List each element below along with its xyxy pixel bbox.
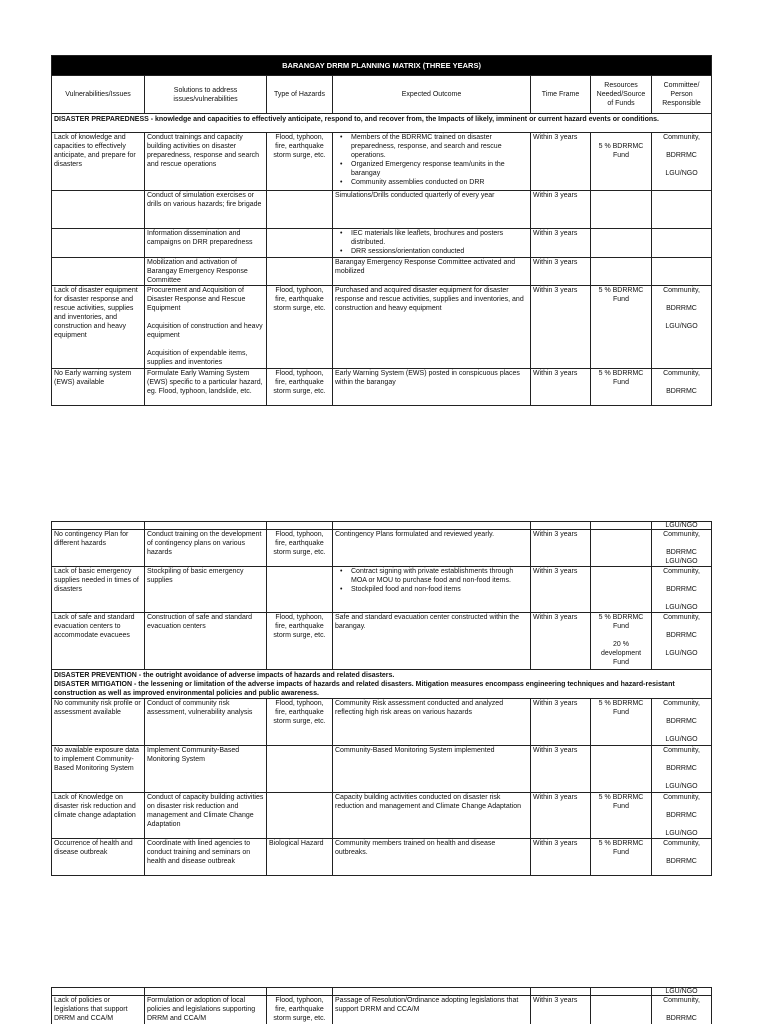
committee-lgu: LGU/NGO xyxy=(652,522,712,530)
committee-community: Community, xyxy=(663,287,700,294)
cell-outcome xyxy=(333,567,531,613)
cell-vulnerability: No community risk profile or assessment available xyxy=(52,699,145,746)
committee-lgu: LGU/NGO xyxy=(665,604,698,611)
cell-outcome: Passage of Resolution/Ordinance adopting legislations that support DRRM and CCA/M xyxy=(333,996,531,1024)
cell-outcome xyxy=(333,229,531,258)
cell-committee xyxy=(652,286,712,369)
committee-bdrrmc: BDRRMC xyxy=(666,388,697,395)
committee-community: Community, xyxy=(663,568,700,575)
table-row xyxy=(52,793,712,839)
matrix-title: BARANGAY DRRM PLANNING MATRIX (THREE YEARS) xyxy=(52,56,712,76)
cell-hazards xyxy=(267,258,333,286)
committee-lgu: LGU/NGO xyxy=(665,650,698,657)
cell-solution: Implement Community-Based Monitoring System xyxy=(145,746,267,793)
committee-bdrrmc: BDRRMC xyxy=(666,765,697,772)
committee-bdrrmc: BDRRMC xyxy=(666,586,697,593)
cell-hazards xyxy=(267,793,333,839)
cell-outcome: Early Warning System (EWS) posted in conspicuous places within the barangay xyxy=(333,369,531,406)
cell-resources xyxy=(591,191,652,229)
cell-resources xyxy=(591,613,652,670)
cell-solution: Conduct of community risk assessment, vulnerability analysis xyxy=(145,699,267,746)
committee-community: Community, xyxy=(663,747,700,754)
table-row xyxy=(52,699,712,746)
cell-resources: 5 % BDRRMC Fund xyxy=(591,369,652,406)
cell-hazards xyxy=(267,567,333,613)
cell-committee xyxy=(652,530,712,567)
planning-matrix-table-3 xyxy=(51,987,712,1024)
cell-outcome: Purchased and acquired disaster equipment for disaster response and rescue activities, supplies and inventories, and construction and heavy equipment xyxy=(333,286,531,369)
cell-vulnerability xyxy=(52,191,145,229)
committee-community: Community, xyxy=(663,840,700,847)
cell-solution: Conduct of simulation exercises or drills on various hazards; fire brigade xyxy=(145,191,267,229)
cell-committee xyxy=(652,793,712,839)
table-row xyxy=(52,839,712,876)
cell-hazards: Biological Hazard xyxy=(267,839,333,876)
cell-solution: Conduct training on the development of contingency plans on various hazards xyxy=(145,530,267,567)
committee-bdrrmc: BDRRMC xyxy=(666,632,697,639)
cell-resources: 5 % BDRRMC Fund xyxy=(591,699,652,746)
cell-solution: Construction of safe and standard evacuation centers xyxy=(145,613,267,670)
table-row xyxy=(52,133,712,191)
cell-solution: Conduct of capacity building activities on disaster risk reduction and management and Climate Change Adaptation xyxy=(145,793,267,839)
committee-bdrrmc: BDRRMC xyxy=(666,305,697,312)
committee-community: Community, xyxy=(663,794,700,801)
cell-vulnerability: Lack of policies or legislations that support DRRM and CCA/M xyxy=(52,996,145,1024)
cell-committee xyxy=(652,369,712,406)
section-row xyxy=(52,670,712,699)
cell-time-frame: Within 3 years xyxy=(531,286,591,369)
cell-vulnerability xyxy=(52,258,145,286)
cell-committee xyxy=(652,258,712,286)
cell-time-frame: Within 3 years xyxy=(531,699,591,746)
cell-committee xyxy=(652,996,712,1024)
committee-community: Community, xyxy=(663,531,700,538)
cell-solution: Formulation or adoption of local policies and legislations supporting DRRM and CCA/M xyxy=(145,996,267,1024)
cell-time-frame: Within 3 years xyxy=(531,996,591,1024)
committee-lgu: LGU/NGO xyxy=(665,736,698,743)
cell-hazards: Flood, typhoon, fire, earthquake storm surge, etc. xyxy=(267,133,333,191)
cell-outcome: Safe and standard evacuation center constructed within the barangay. xyxy=(333,613,531,670)
cell-outcome: Capacity building activities conducted on disaster risk reduction and management and Climate Change Adaptation xyxy=(333,793,531,839)
cell-vulnerability: Lack of safe and standard evacuation centers to accommodate evacuees xyxy=(52,613,145,670)
cell-resources xyxy=(591,258,652,286)
cell-solution: Mobilization and activation of Barangay Emergency Response Committee xyxy=(145,258,267,286)
cell-vulnerability: Occurrence of health and disease outbreak xyxy=(52,839,145,876)
cell-vulnerability: No Early warning system (EWS) available xyxy=(52,369,145,406)
cell-time-frame: Within 3 years xyxy=(531,530,591,567)
outcome-bullet: • Stockpiled food and non-food items xyxy=(351,585,528,594)
solution-line: Acquisition of expendable items, supplies and inventories xyxy=(147,350,248,366)
header-committee: Committee/ Person Responsible xyxy=(652,76,712,114)
committee-community: Community, xyxy=(663,370,700,377)
cell-hazards xyxy=(267,229,333,258)
cell-committee xyxy=(652,229,712,258)
cell-vulnerability: Lack of Knowledge on disaster risk reduction and climate change adaptation xyxy=(52,793,145,839)
committee-bdrrmc: BDRRMC xyxy=(666,812,697,819)
cell-committee xyxy=(652,567,712,613)
cell-time-frame: Within 3 years xyxy=(531,613,591,670)
cell-time-frame: Within 3 years xyxy=(531,746,591,793)
outcome-bullet: • Members of the BDRRMC trained on disaster preparedness, response, and search and rescue operations. xyxy=(351,133,528,160)
committee-lgu: LGU/NGO xyxy=(665,323,698,330)
cell-outcome: Community members trained on health and disease outbreaks. xyxy=(333,839,531,876)
table-row xyxy=(52,613,712,670)
cell-outcome: Community-Based Monitoring System implemented xyxy=(333,746,531,793)
committee-bdrrmc: BDRRMC xyxy=(666,858,697,865)
table-row xyxy=(52,369,712,406)
cell-committee xyxy=(652,746,712,793)
cell-vulnerability: Lack of disaster equipment for disaster response and rescue activities, supplies and inventories, and construction and heavy equipment xyxy=(52,286,145,369)
cell-resources xyxy=(591,567,652,613)
solution-line: Acquisition of construction and heavy equipment xyxy=(147,323,263,339)
cell-time-frame: Within 3 years xyxy=(531,191,591,229)
cell-resources: 5 % BDRRMC Fund xyxy=(591,839,652,876)
committee-bdrrmc: BDRRMC xyxy=(666,549,697,556)
cell-hazards: Flood, typhoon, fire, earthquake storm surge, etc. xyxy=(267,530,333,567)
outcome-bullet: • Contract signing with private establishments through MOA or MOU to purchase food and non-food items. xyxy=(351,567,528,585)
header-vulnerabilities: Vulnerabilities/Issues xyxy=(52,76,145,114)
table-row xyxy=(52,746,712,793)
outcome-bullet: • IEC materials like leaflets, brochures and posters distributed. xyxy=(351,229,528,247)
cell-solution: Coordinate with lined agencies to conduct training and seminars on health and disease outbreak xyxy=(145,839,267,876)
cell-committee xyxy=(652,133,712,191)
table-row-top xyxy=(52,522,712,530)
table-row xyxy=(52,530,712,567)
fund-text: 5 % BDRRMC Fund xyxy=(598,143,644,159)
committee-lgu: LGU/NGO xyxy=(665,783,698,790)
table-row xyxy=(52,567,712,613)
cell-solution xyxy=(145,286,267,369)
cell-resources xyxy=(591,229,652,258)
cell-resources xyxy=(591,996,652,1024)
dev-fund-text: 20 % development Fund xyxy=(600,641,642,666)
section-prevention-mitigation xyxy=(52,670,712,699)
outcome-bullet: • Community assemblies conducted on DRR xyxy=(351,178,528,187)
table-row-top xyxy=(52,988,712,996)
cell-hazards: Flood, typhoon, fire, earthquake storm surge, etc. xyxy=(267,613,333,670)
committee-bdrrmc: BDRRMC xyxy=(666,152,697,159)
planning-matrix-table-1 xyxy=(51,55,712,406)
table-row xyxy=(52,996,712,1024)
cell-resources: 5 % BDRRMC Fund xyxy=(591,286,652,369)
committee-community: Community, xyxy=(663,997,700,1004)
cell-committee xyxy=(652,613,712,670)
cell-hazards: Flood, typhoon, fire, earthquake storm surge, etc. xyxy=(267,699,333,746)
header-time-frame: Time Frame xyxy=(531,76,591,114)
section-prevention: DISASTER PREVENTION - the outright avoidance of adverse impacts of hazards and related disasters. xyxy=(54,672,395,679)
fund-text: 5 % BDRRMC Fund xyxy=(598,614,644,630)
cell-resources xyxy=(591,133,652,191)
cell-vulnerability xyxy=(52,229,145,258)
cell-hazards xyxy=(267,746,333,793)
cell-outcome: Barangay Emergency Response Committee activated and mobilized xyxy=(333,258,531,286)
cell-outcome xyxy=(333,133,531,191)
cell-committee xyxy=(652,191,712,229)
cell-solution: Information dissemination and campaigns on DRR preparedness xyxy=(145,229,267,258)
cell-solution: Conduct trainings and capacity building activities on disaster preparedness, response and search and rescue operations xyxy=(145,133,267,191)
cell-resources xyxy=(591,746,652,793)
cell-resources: 5 % BDRRMC Fund xyxy=(591,793,652,839)
table-row xyxy=(52,286,712,369)
committee-lgu: LGU/NGO xyxy=(665,830,698,837)
section-preparedness: DISASTER PREPAREDNESS - knowledge and capacities to effectively anticipate, respond to, and recover from, the Impacts of likely, imminent or current hazard events or conditions. xyxy=(52,114,712,133)
cell-time-frame: Within 3 years xyxy=(531,229,591,258)
cell-time-frame: Within 3 years xyxy=(531,839,591,876)
section-mitigation: DISASTER MITIGATION - the lessening or limitation of the adverse impacts of hazards and related disasters. Mitigation measures encompass engineering techniques and hazard-resistant construction as well as improved environmental policies and public awareness. xyxy=(54,681,675,697)
table-row xyxy=(52,229,712,258)
cell-time-frame: Within 3 years xyxy=(531,567,591,613)
planning-matrix-table-2 xyxy=(51,521,712,876)
committee-community: Community, xyxy=(663,134,700,141)
committee-bdrrmc: BDRRMC xyxy=(666,1015,697,1022)
planning-matrix-page-2 xyxy=(51,521,711,876)
cell-outcome: Contingency Plans formulated and reviewed yearly. xyxy=(333,530,531,567)
planning-matrix-page-3 xyxy=(51,987,711,1024)
committee-community: Community, xyxy=(663,700,700,707)
cell-solution: Stockpiling of basic emergency supplies xyxy=(145,567,267,613)
header-outcome: Expected Outcome xyxy=(333,76,531,114)
cell-committee xyxy=(652,699,712,746)
cell-vulnerability: No available exposure data to implement Community-Based Monitoring System xyxy=(52,746,145,793)
committee-lgu: LGU/NGO xyxy=(665,170,698,177)
cell-time-frame: Within 3 years xyxy=(531,258,591,286)
cell-committee xyxy=(652,839,712,876)
cell-hazards: Flood, typhoon, fire, earthquake storm surge, etc. xyxy=(267,996,333,1024)
committee-community: Community, xyxy=(663,614,700,621)
cell-time-frame: Within 3 years xyxy=(531,793,591,839)
committee-lgu: LGU/NGO xyxy=(665,558,698,565)
committee-lgu: LGU/NGO xyxy=(652,988,712,996)
header-solutions: Solutions to address issues/vulnerabilities xyxy=(145,76,267,114)
cell-vulnerability: Lack of basic emergency supplies needed in times of disasters xyxy=(52,567,145,613)
committee-bdrrmc: BDRRMC xyxy=(666,718,697,725)
header-resources: Resources Needed/Source of Funds xyxy=(591,76,652,114)
outcome-bullet: • Organized Emergency response team/units in the barangay xyxy=(351,160,528,178)
cell-time-frame: Within 3 years xyxy=(531,369,591,406)
cell-vulnerability: No contingency Plan for different hazards xyxy=(52,530,145,567)
cell-time-frame: Within 3 years xyxy=(531,133,591,191)
cell-hazards: Flood, typhoon, fire, earthquake storm surge, etc. xyxy=(267,369,333,406)
cell-hazards: Flood, typhoon, fire, earthquake storm surge, etc. xyxy=(267,286,333,369)
cell-hazards xyxy=(267,191,333,229)
planning-matrix-page-1 xyxy=(51,55,711,406)
table-row xyxy=(52,258,712,286)
outcome-bullet: • DRR sessions/orientation conducted xyxy=(351,247,528,256)
cell-solution: Formulate Early Warning System (EWS) specific to a particular hazard, eg. Flood, typhoon, landslide, etc. xyxy=(145,369,267,406)
cell-vulnerability: Lack of knowledge and capacities to effectively anticipate, and prepare for disasters xyxy=(52,133,145,191)
header-hazards: Type of Hazards xyxy=(267,76,333,114)
table-row xyxy=(52,191,712,229)
solution-line: Procurement and Acquisition of Disaster Response and Rescue Equipment xyxy=(147,287,246,312)
cell-resources xyxy=(591,530,652,567)
cell-outcome: Simulations/Drills conducted quarterly of every year xyxy=(333,191,531,229)
cell-outcome: Community Risk assessment conducted and analyzed reflecting high risk areas on various hazards xyxy=(333,699,531,746)
